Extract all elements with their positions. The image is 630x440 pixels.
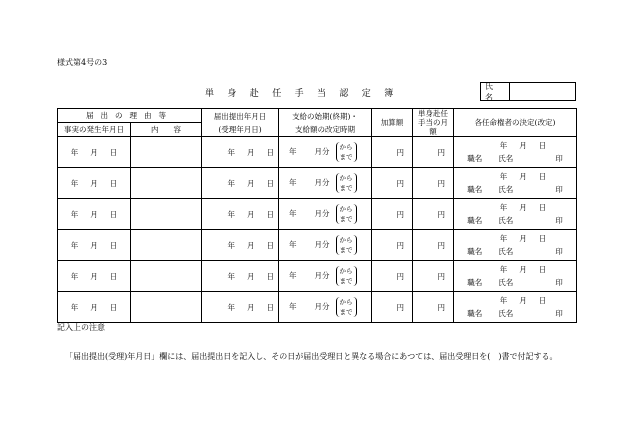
seal-label: 印: [555, 278, 563, 287]
table-row: [58, 137, 577, 168]
occur-date-cell[interactable]: [58, 168, 131, 199]
day-label: 日: [109, 147, 118, 157]
year-label: 年: [499, 265, 508, 274]
month-label: 月: [519, 234, 527, 243]
from-to-bracket: [336, 173, 357, 193]
occur-date-cell[interactable]: [58, 261, 131, 292]
day-label: 日: [538, 172, 547, 181]
day-label: 日: [266, 178, 274, 188]
year-label: 年: [499, 141, 508, 150]
header-period: [279, 109, 372, 137]
to-label: まで: [339, 246, 353, 254]
submit-date-cell[interactable]: [202, 292, 279, 323]
post-label: 職名: [467, 216, 483, 225]
submit-date-cell[interactable]: [202, 230, 279, 261]
monthly-amount-cell[interactable]: [413, 168, 454, 199]
year-label: 年: [289, 178, 297, 187]
content-cell[interactable]: [131, 261, 202, 292]
submit-date-cell[interactable]: [202, 168, 279, 199]
table-row: [58, 261, 577, 292]
content-cell[interactable]: [131, 230, 202, 261]
table-row: [58, 292, 577, 323]
submit-date-cell[interactable]: [202, 137, 279, 168]
monthly-amount-cell[interactable]: [413, 261, 454, 292]
year-label: 年: [70, 302, 79, 312]
post-label: 職名: [467, 154, 483, 163]
submit-date-cell[interactable]: [202, 261, 279, 292]
month-label: 月: [519, 203, 527, 212]
decision-cell[interactable]: [454, 261, 577, 292]
to-label: まで: [339, 153, 353, 161]
from-to-bracket: [336, 266, 357, 286]
header-content: 内 容: [131, 123, 202, 137]
year-label: 年: [227, 209, 235, 219]
from-to-bracket: [336, 297, 357, 317]
year-label: 年: [289, 209, 297, 218]
header-occur-date: 事実の発生年月日: [58, 123, 131, 137]
monthly-amount-cell[interactable]: [413, 292, 454, 323]
occur-date-cell[interactable]: [58, 199, 131, 230]
day-label: 日: [538, 141, 547, 150]
post-label: 職名: [467, 247, 483, 256]
header-submit-date: [202, 109, 279, 137]
from-to-bracket: [336, 204, 357, 224]
day-label: 日: [109, 302, 118, 312]
from-label: から: [339, 205, 353, 213]
year-label: 年: [70, 240, 79, 250]
year-label: 年: [227, 240, 235, 250]
from-to-bracket: [336, 235, 357, 255]
table-row: [58, 168, 577, 199]
table-row: [58, 199, 577, 230]
day-label: 日: [266, 240, 274, 250]
person-label: 氏名: [498, 309, 514, 318]
header-decision: 各任命権者の決定(改定): [454, 109, 577, 137]
decision-cell[interactable]: [454, 199, 577, 230]
header-period-label: 支給の始期(終期)・: [292, 111, 358, 121]
month-label: 月: [90, 240, 98, 250]
person-label: 氏名: [498, 185, 514, 194]
decision-cell[interactable]: [454, 292, 577, 323]
year-label: 年: [227, 302, 235, 312]
post-label: 職名: [467, 185, 483, 194]
month-label: 月: [247, 240, 255, 250]
decision-cell[interactable]: [454, 230, 577, 261]
name-label: 氏名: [481, 83, 510, 100]
year-label: 年: [227, 147, 235, 157]
month-part-label: 月分: [314, 209, 330, 218]
to-label: まで: [339, 184, 353, 192]
period-cell[interactable]: [279, 292, 372, 323]
yen-label: 円: [396, 209, 404, 219]
year-label: 年: [227, 178, 235, 188]
month-label: 月: [90, 147, 98, 157]
year-label: 年: [289, 271, 297, 280]
header-addition: 加算額: [372, 109, 413, 137]
month-label: 月: [90, 302, 98, 312]
header-submit-label: 届出提出年月日: [213, 111, 267, 121]
month-label: 月: [90, 209, 98, 219]
from-label: から: [339, 143, 353, 151]
yen-label: 円: [396, 147, 404, 157]
year-label: 年: [70, 147, 79, 157]
yen-label: 円: [396, 271, 404, 281]
from-to-bracket: [336, 142, 357, 162]
header-monthly-amount: 単身赴任手当の月額: [413, 109, 454, 137]
seal-label: 印: [555, 154, 563, 163]
yen-label: 円: [437, 271, 445, 281]
year-label: 年: [289, 240, 297, 249]
to-label: まで: [339, 277, 353, 285]
day-label: 日: [266, 302, 274, 312]
content-cell[interactable]: [131, 199, 202, 230]
month-part-label: 月分: [314, 147, 330, 156]
month-label: 月: [519, 265, 527, 274]
year-label: 年: [70, 209, 79, 219]
period-cell[interactable]: [279, 137, 372, 168]
yen-label: 円: [396, 178, 404, 188]
yen-label: 円: [396, 240, 404, 250]
notes-body: 「届出提出(受理)年月日」欄には、届出提出日を記入し、その日が届出受理日と異なる場合にあつては、届出受理日を( )書で付記する。: [65, 352, 558, 361]
year-label: 年: [499, 296, 508, 305]
day-label: 日: [538, 296, 547, 305]
yen-label: 円: [437, 178, 445, 188]
month-label: 月: [90, 178, 98, 188]
day-label: 日: [109, 178, 118, 188]
header-period-sub-label: 支給額の改定時期: [295, 124, 355, 134]
post-label: 職名: [467, 309, 483, 318]
decision-cell[interactable]: [454, 168, 577, 199]
content-cell[interactable]: [131, 168, 202, 199]
submit-date-cell[interactable]: [202, 199, 279, 230]
seal-label: 印: [555, 216, 563, 225]
addition-cell[interactable]: [372, 168, 413, 199]
period-cell[interactable]: [279, 199, 372, 230]
person-label: 氏名: [498, 154, 514, 163]
year-label: 年: [70, 178, 79, 188]
year-label: 年: [289, 147, 297, 156]
seal-label: 印: [555, 309, 563, 318]
period-cell[interactable]: [279, 168, 372, 199]
month-label: 月: [247, 302, 255, 312]
month-label: 月: [519, 172, 527, 181]
to-label: まで: [339, 308, 353, 316]
yen-label: 円: [437, 209, 445, 219]
monthly-amount-cell[interactable]: [413, 230, 454, 261]
addition-cell[interactable]: [372, 199, 413, 230]
from-label: から: [339, 174, 353, 182]
post-label: 職名: [467, 278, 483, 287]
month-label: 月: [519, 296, 527, 305]
person-label: 氏名: [498, 247, 514, 256]
day-label: 日: [109, 271, 118, 281]
day-label: 日: [266, 271, 274, 281]
name-box: [480, 82, 576, 101]
month-part-label: 月分: [314, 271, 330, 280]
seal-label: 印: [555, 185, 563, 194]
month-label: 月: [90, 271, 98, 281]
addition-cell[interactable]: [372, 292, 413, 323]
month-part-label: 月分: [314, 240, 330, 249]
month-label: 月: [247, 271, 255, 281]
month-label: 月: [247, 178, 255, 188]
addition-cell[interactable]: [372, 230, 413, 261]
name-field[interactable]: [510, 83, 575, 100]
day-label: 日: [538, 265, 547, 274]
month-part-label: 月分: [314, 302, 330, 311]
notes-title: 記入上の注意: [57, 323, 105, 332]
occur-date-cell[interactable]: [58, 230, 131, 261]
form-number: 様式第4号の3: [57, 58, 108, 67]
yen-label: 円: [437, 240, 445, 250]
seal-label: 印: [555, 247, 563, 256]
occur-date-cell[interactable]: [58, 292, 131, 323]
monthly-amount-cell[interactable]: [413, 199, 454, 230]
certification-table: [57, 108, 577, 323]
year-label: 年: [70, 271, 79, 281]
table-row: [58, 230, 577, 261]
yen-label: 円: [437, 302, 445, 312]
period-cell[interactable]: [279, 230, 372, 261]
person-label: 氏名: [498, 278, 514, 287]
day-label: 日: [538, 234, 547, 243]
addition-cell[interactable]: [372, 261, 413, 292]
year-label: 年: [289, 302, 297, 311]
month-part-label: 月分: [314, 178, 330, 187]
person-label: 氏名: [498, 216, 514, 225]
to-label: まで: [339, 215, 353, 223]
header-reason: 届出の理由等: [58, 109, 202, 123]
content-cell[interactable]: [131, 292, 202, 323]
year-label: 年: [227, 271, 235, 281]
day-label: 日: [109, 240, 118, 250]
content-cell[interactable]: [131, 137, 202, 168]
decision-cell[interactable]: [454, 137, 577, 168]
day-label: 日: [266, 147, 274, 157]
day-label: 日: [266, 209, 274, 219]
document-title: 単身赴任手当認定簿: [205, 89, 407, 99]
day-label: 日: [109, 209, 118, 219]
from-label: から: [339, 267, 353, 275]
month-label: 月: [519, 141, 527, 150]
year-label: 年: [499, 234, 508, 243]
occur-date-cell[interactable]: [58, 137, 131, 168]
addition-cell[interactable]: [372, 137, 413, 168]
header-submit-sub-label: (受理年月日): [218, 124, 262, 134]
monthly-amount-cell[interactable]: [413, 137, 454, 168]
from-label: から: [339, 298, 353, 306]
from-label: から: [339, 236, 353, 244]
year-label: 年: [499, 172, 508, 181]
month-label: 月: [247, 209, 255, 219]
yen-label: 円: [437, 147, 445, 157]
month-label: 月: [247, 147, 255, 157]
yen-label: 円: [396, 302, 404, 312]
year-label: 年: [499, 203, 508, 212]
period-cell[interactable]: [279, 261, 372, 292]
day-label: 日: [538, 203, 547, 212]
